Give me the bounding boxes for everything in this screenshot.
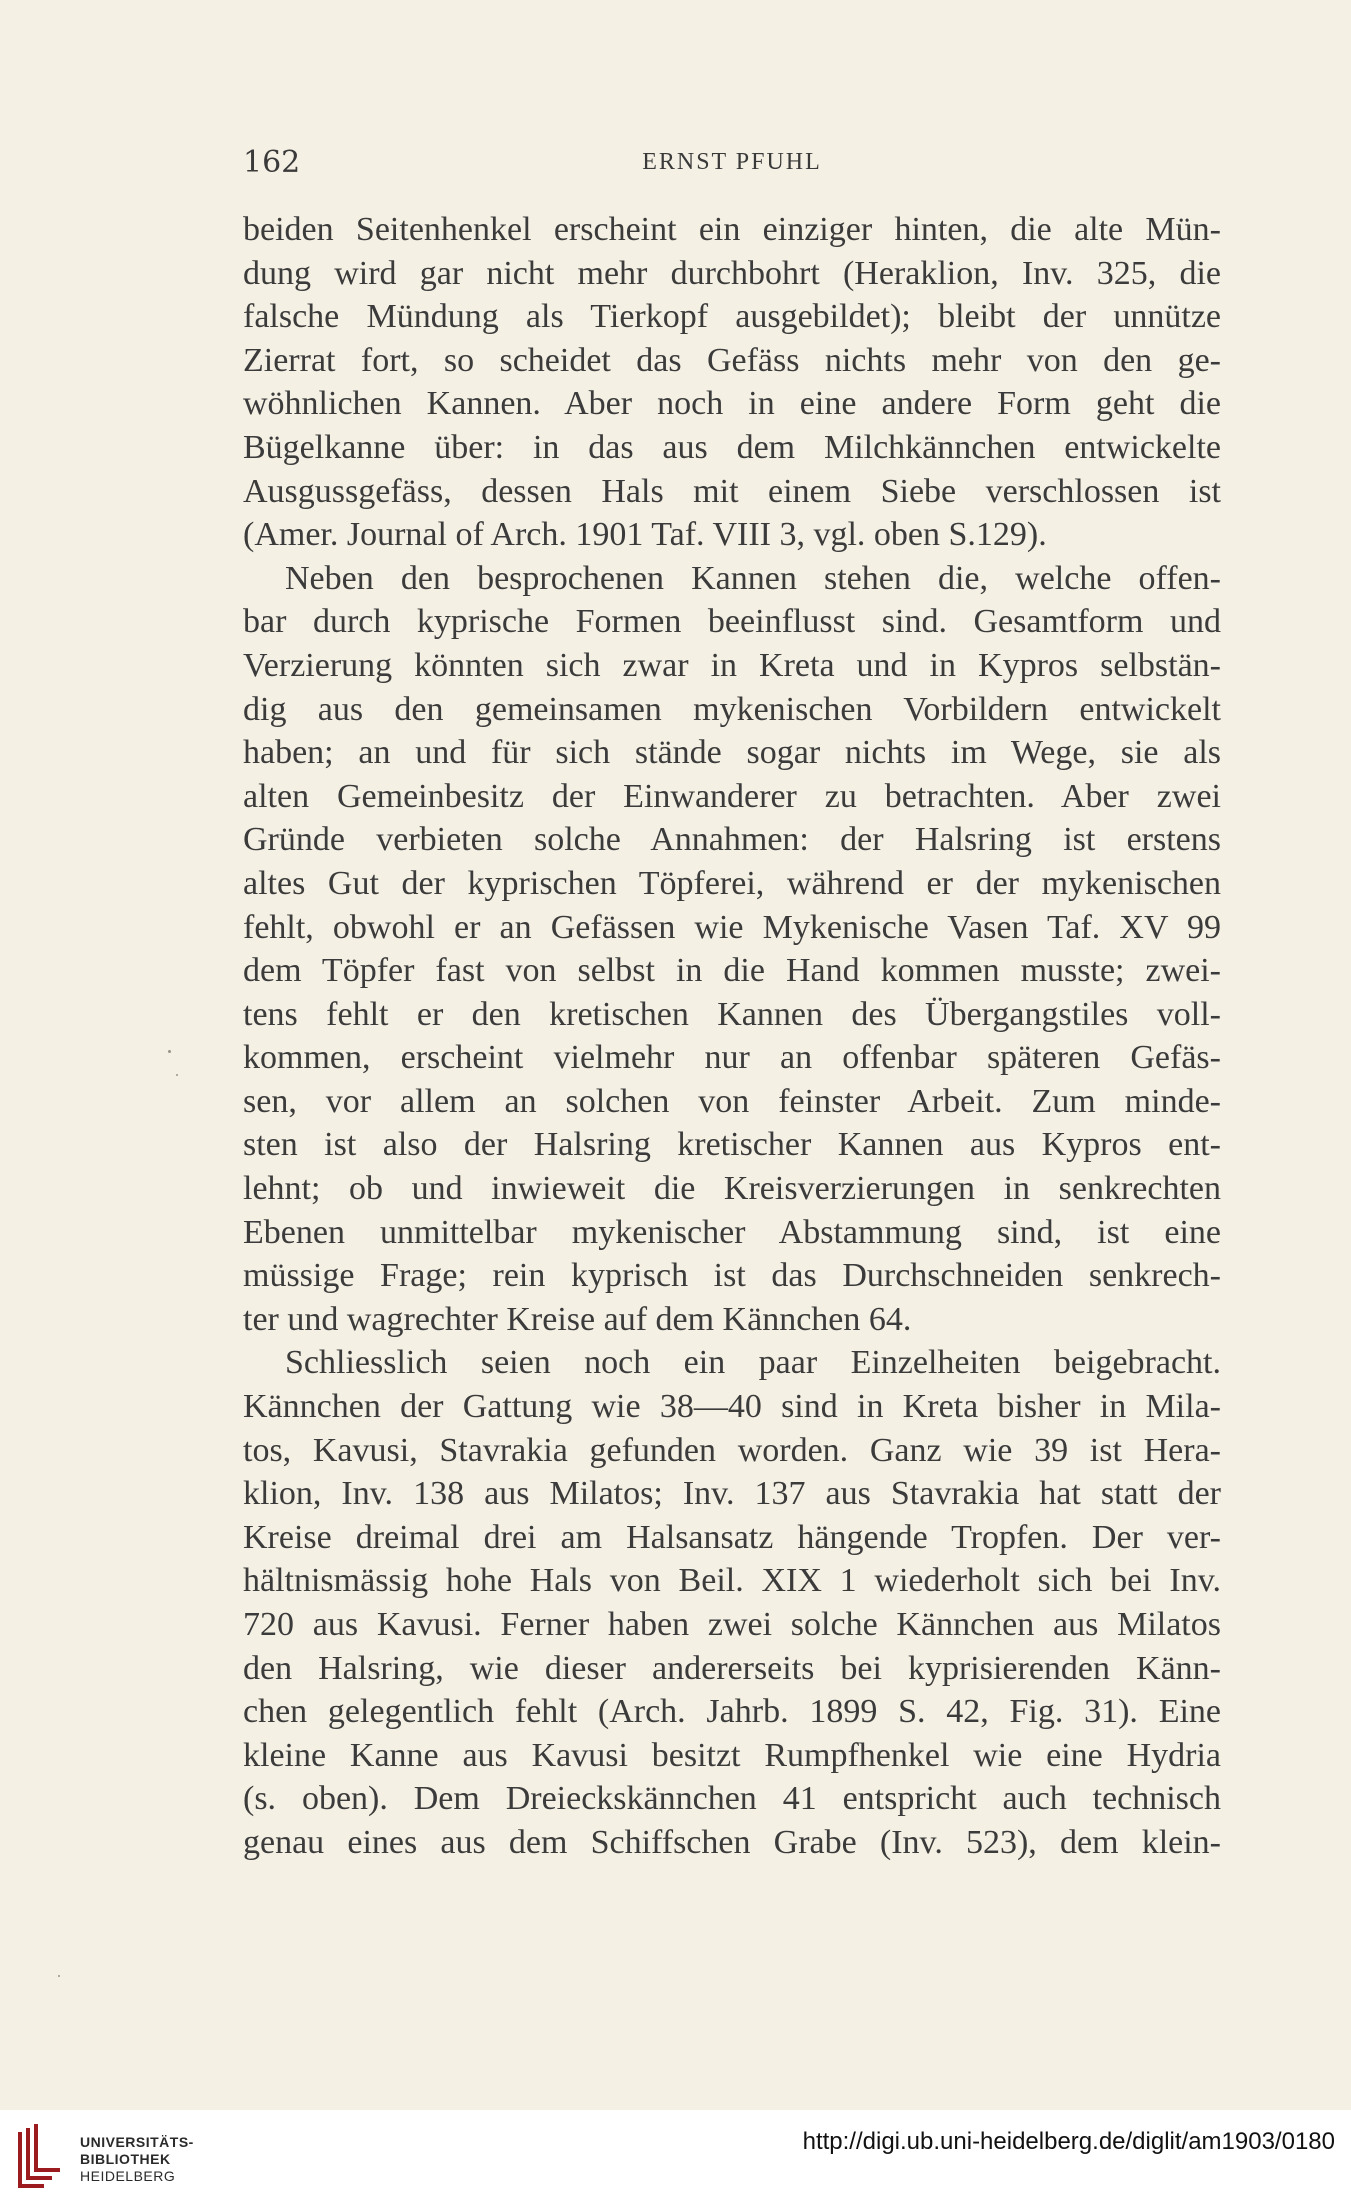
text-line: falsche Mündung als Tierkopf ausgebildet); bleibt der unnütze	[243, 298, 1221, 336]
library-name	[80, 2134, 194, 2185]
library-name-line: BIBLIOTHEK	[80, 2151, 171, 2167]
text-line: den Halsring, wie dieser andererseits bei kyprisierenden Känn-	[243, 1649, 1221, 1687]
text-line: tens fehlt er den kretischen Kannen des Übergangstiles voll-	[243, 995, 1221, 1033]
text-line: Kreise dreimal drei am Halsansatz hängende Tropfen. Der ver-	[243, 1518, 1221, 1556]
text-line: Schliesslich seien noch ein paar Einzelheiten beigebracht.	[285, 1344, 1221, 1382]
text-line: (s. oben). Dem Dreieckskännchen 41 entspricht auch technisch	[243, 1780, 1221, 1818]
text-line: Bügelkanne über: in das aus dem Milchkännchen entwickelte	[243, 428, 1221, 466]
body-text	[243, 208, 1221, 1865]
text-line: Ausgussgefäss, dessen Hals mit einem Siebe verschlossen ist	[243, 472, 1221, 510]
text-line: chen gelegentlich fehlt (Arch. Jahrb. 1899 S. 42, Fig. 31). Eine	[243, 1693, 1221, 1731]
text-line: Verzierung könnten sich zwar in Kreta und in Kypros selbstän-	[243, 646, 1221, 684]
page-number: 162	[243, 145, 301, 180]
text-line: sten ist also der Halsring kretischer Kannen aus Kypros ent-	[243, 1126, 1221, 1164]
text-line: kommen, erscheint vielmehr nur an offenbar späteren Gefäs-	[243, 1039, 1221, 1077]
text-line: hältnismässig hohe Hals von Beil. XIX 1 wiederholt sich bei Inv.	[243, 1562, 1221, 1600]
text-line: alten Gemeinbesitz der Einwanderer zu betrachten. Aber zwei	[243, 777, 1221, 815]
text-line: dem Töpfer fast von selbst in die Hand kommen musste; zwei-	[243, 952, 1221, 990]
text-line: ter und wagrechter Kreise auf dem Kännchen 64.	[243, 1300, 912, 1338]
text-line: müssige Frage; rein kyprisch ist das Durchschneiden senkrech-	[243, 1257, 1221, 1295]
paper-speck	[176, 1074, 178, 1076]
source-url-link[interactable]: http://digi.ub.uni-heidelberg.de/diglit/am1903/0180	[802, 2128, 1335, 2155]
text-line: kleine Kanne aus Kavusi besitzt Rumpfhenkel wie eine Hydria	[243, 1736, 1221, 1774]
text-line: Zierrat fort, so scheidet das Gefäss nichts mehr von den ge-	[243, 341, 1221, 379]
text-line: wöhnlichen Kannen. Aber noch in eine andere Form geht die	[243, 385, 1221, 423]
text-line: genau eines aus dem Schiffschen Grabe (Inv. 523), dem klein-	[243, 1823, 1221, 1861]
text-line: altes Gut der kyprischen Töpferei, während er der mykenischen	[243, 864, 1221, 902]
text-line: Gründe verbieten solche Annahmen: der Halsring ist erstens	[243, 821, 1221, 859]
library-footer	[0, 2110, 1351, 2207]
library-logo-icon	[14, 2124, 62, 2194]
text-line: klion, Inv. 138 aus Milatos; Inv. 137 aus Stavrakia hat statt der	[243, 1475, 1221, 1513]
text-line: fehlt, obwohl er an Gefässen wie Mykenische Vasen Taf. XV 99	[243, 908, 1221, 946]
text-line: dung wird gar nicht mehr durchbohrt (Heraklion, Inv. 325, die	[243, 254, 1221, 292]
text-line: Ebenen unmittelbar mykenischer Abstammung sind, ist eine	[243, 1213, 1221, 1251]
text-line: beiden Seitenhenkel erscheint ein einziger hinten, die alte Mün-	[243, 211, 1221, 248]
text-line: dig aus den gemeinsamen mykenischen Vorbildern entwickelt	[243, 690, 1221, 728]
text-line: sen, vor allem an solchen von feinster Arbeit. Zum minde-	[243, 1082, 1221, 1120]
text-line: (Amer. Journal of Arch. 1901 Taf. VIII 3, vgl. oben S.129).	[243, 516, 1047, 554]
paper-speck	[58, 1975, 60, 1977]
paper-speck	[168, 1050, 171, 1053]
text-line: haben; an und für sich stände sogar nichts im Wege, sie als	[243, 734, 1221, 772]
text-line: bar durch kyprische Formen beeinflusst sind. Gesamtform und	[243, 603, 1221, 641]
running-head: ERNST PFUHL	[642, 149, 822, 175]
text-line: lehnt; ob und inwieweit die Kreisverzierungen in senkrechten	[243, 1170, 1221, 1208]
text-line: Kännchen der Gattung wie 38—40 sind in Kreta bisher in Mila-	[243, 1388, 1221, 1426]
library-name-line: UNIVERSITÄTS-	[80, 2134, 194, 2150]
page-header	[243, 145, 1221, 185]
text-line: 720 aus Kavusi. Ferner haben zwei solche Kännchen aus Milatos	[243, 1606, 1221, 1643]
text-line: tos, Kavusi, Stavrakia gefunden worden. Ganz wie 39 ist Hera-	[243, 1431, 1221, 1469]
text-line: Neben den besprochenen Kannen stehen die, welche offen-	[285, 559, 1221, 597]
library-name-line: HEIDELBERG	[80, 2168, 176, 2184]
